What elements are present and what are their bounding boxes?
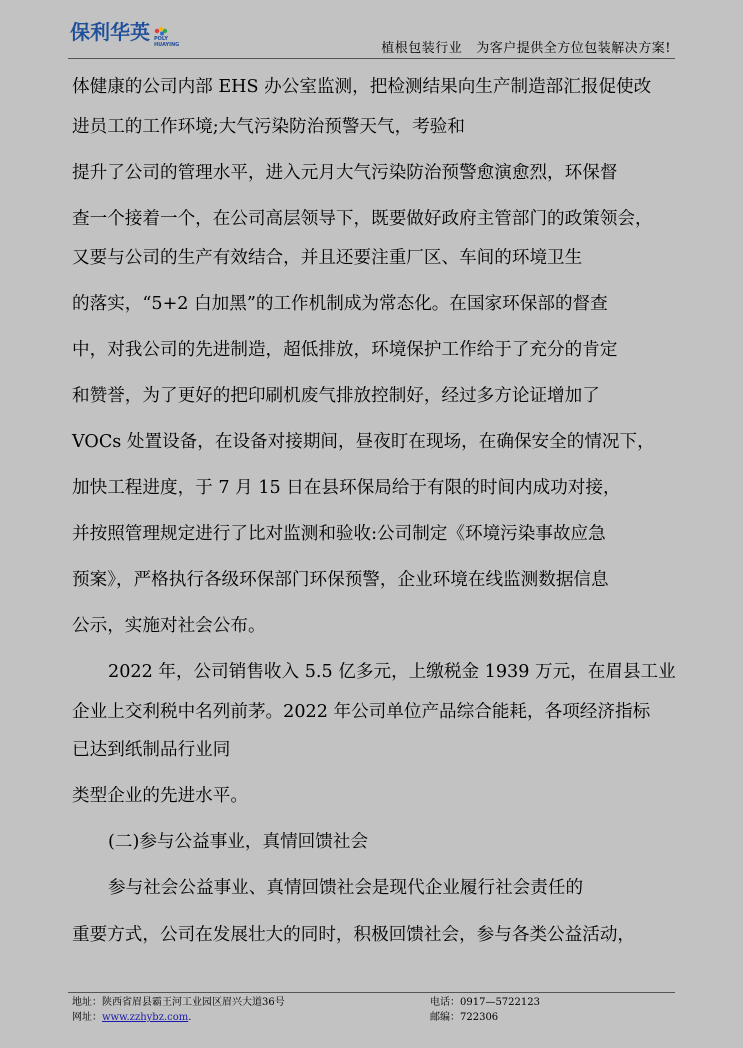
header-slogan [381, 37, 671, 56]
text-line: 公示，实施对社会公布。 [72, 616, 266, 636]
zip-value: 722306 [460, 1012, 499, 1023]
logo-mark [154, 26, 179, 48]
text-line: 企业上交利税中名列前茅。2022 年公司单位产品综合能耗，各项经济指标 [72, 702, 651, 722]
text-line: 中，对我公司的先进制造，超低排放，环境保护工作给于了充分的肯定 [72, 340, 618, 360]
logo-sub-2: HUAYING [154, 42, 180, 48]
slogan-part-2: 为客户提供全方位包装解决方案! [476, 41, 671, 56]
address-label: 地址： [72, 997, 102, 1008]
text-line: 重要方式，公司在发展壮大的同时，积极回馈社会，参与各类公益活动， [72, 925, 636, 945]
footer-left [72, 995, 285, 1025]
text-line: VOCs 处置设备，在设备对接期间，昼夜盯在现场，在确保安全的情况下， [72, 432, 655, 452]
logo-text: 保利华英 [70, 20, 150, 44]
slogan-part-1: 植根包装行业 [381, 41, 463, 56]
text-line: 2022 年，公司销售收入 5.5 亿多元，上缴税金 1939 万元，在眉县工业 [108, 662, 676, 682]
text-line: 提升了公司的管理水平，进入元月大气污染防治预警愈演愈烈，环保督 [72, 163, 618, 183]
website-label: 网址： [72, 1012, 102, 1023]
phone-value: 0917—5722123 [460, 997, 540, 1008]
website-link[interactable]: www.zzhybz.com [102, 1012, 189, 1023]
company-logo [70, 20, 179, 52]
text-line: 并按照管理规定进行了比对监测和验收:公司制定《环境污染事故应急 [72, 524, 606, 544]
text-line: 的落实，“5+2 白加黑”的工作机制成为常态化。在国家环保部的督查 [72, 294, 608, 314]
section-heading: (二)参与公益事业，真情回馈社会 [108, 832, 369, 852]
website-suffix: . [188, 1012, 192, 1023]
page-header [0, 0, 743, 58]
text-line: 加快工程进度，于 7 月 15 日在县环保局给于有限的时间内成功对接， [72, 478, 621, 498]
text-line: 和赞誉，为了更好的把印刷机废气排放控制好，经过多方论证增加了 [72, 386, 600, 406]
text-line: 体健康的公司内部 EHS 办公室监测，把检测结果向生产制造部汇报促使改 [72, 77, 652, 97]
footer-zip [430, 1010, 540, 1025]
address-value: 陕西省眉县霸王河工业园区眉兴大道36号 [102, 997, 285, 1008]
text-line: 又要与公司的生产有效结合，并且还要注重厂区、车间的环境卫生 [72, 248, 583, 268]
footer-website [72, 1010, 285, 1025]
zip-label: 邮编： [430, 1012, 460, 1023]
logo-sub-1: POLY [154, 36, 168, 42]
footer-divider [68, 992, 675, 993]
footer-address [72, 995, 285, 1010]
logo-flower-icon [154, 26, 170, 36]
footer-right [430, 995, 540, 1025]
phone-label: 电话： [430, 997, 460, 1008]
text-line: 参与社会公益事业、真情回馈社会是现代企业履行社会责任的 [108, 878, 584, 898]
text-line: 已达到纸制品行业同 [72, 740, 231, 760]
text-line: 进员工的工作环境;大气污染防治预警天气，考验和 [72, 117, 465, 137]
header-divider [68, 58, 675, 59]
text-line: 类型企业的先进水平。 [72, 786, 248, 806]
text-line: 预案》，严格执行各级环保部门环保预警，企业环境在线监测数据信息 [72, 570, 609, 590]
text-line: 查一个接着一个，在公司高层领导下，既要做好政府主管部门的政策领会， [72, 209, 653, 229]
footer-phone [430, 995, 540, 1010]
